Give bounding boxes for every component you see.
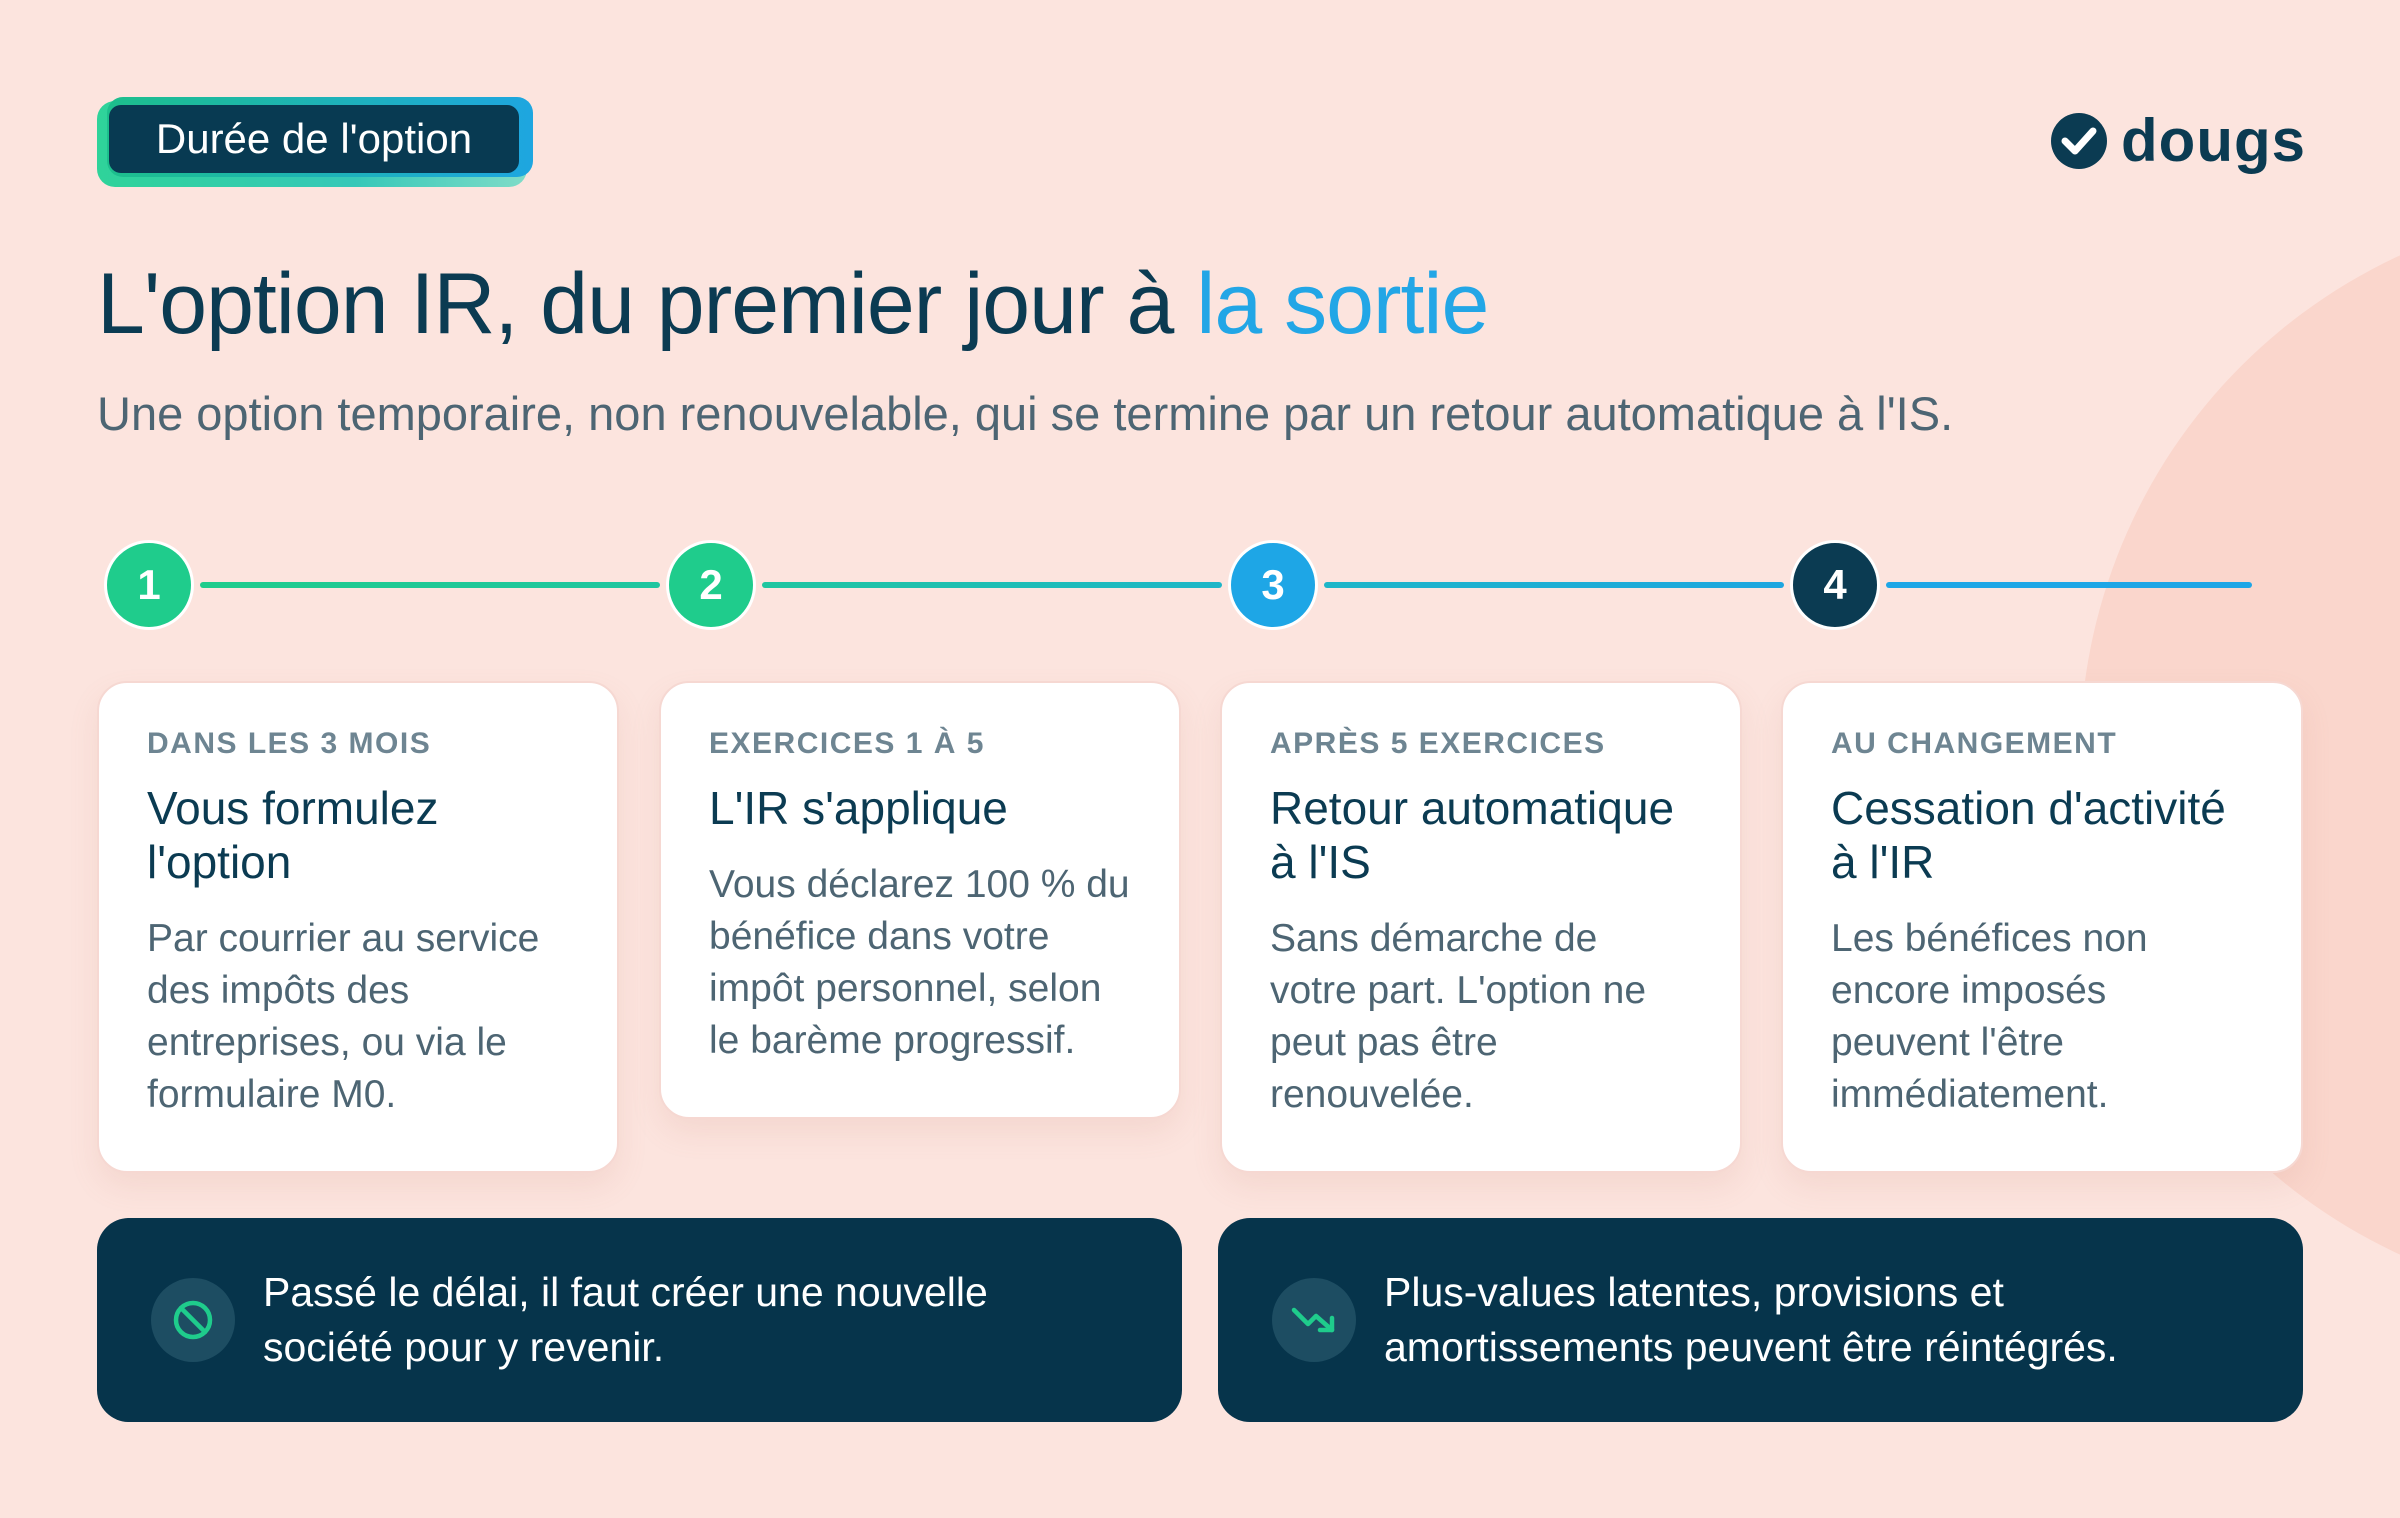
timeline-connector-3 xyxy=(1324,582,1784,588)
card-description: Les bénéfices non encore imposés peuvent l'être immédiatement. xyxy=(1831,917,2148,1116)
card-description: Par courrier au service des impôts des entreprises, ou via le formulaire M0. xyxy=(147,917,540,1116)
timeline-connector-4 xyxy=(1886,582,2252,588)
timeline-step-4: 4 xyxy=(1790,540,1880,630)
timeline-connector-1 xyxy=(200,582,660,588)
note-panel-deadline xyxy=(97,1218,1182,1422)
step-card-4 xyxy=(1781,681,2303,1173)
card-title: Cessation d'activité à l'IR xyxy=(1831,782,2226,888)
card-step-label: APRÈS 5 EXERCICES xyxy=(1270,727,1606,760)
card-step-label: DANS LES 3 MOIS xyxy=(147,727,432,760)
check-logo-icon xyxy=(2051,113,2107,169)
title-main: L'option IR, du premier jour à xyxy=(97,256,1197,352)
timeline-step-2: 2 xyxy=(666,540,756,630)
note-text: Passé le délai, il faut créer une nouvelle société pour y revenir. xyxy=(263,1269,988,1370)
note-panel-reintegration xyxy=(1218,1218,2303,1422)
section-badge-label: Durée de l'option xyxy=(109,105,519,173)
trend-down-icon xyxy=(1272,1278,1356,1362)
timeline-connector-2 xyxy=(762,582,1222,588)
step-card-2 xyxy=(659,681,1181,1119)
timeline-step-1: 1 xyxy=(104,540,194,630)
card-description: Sans démarche de votre part. L'option ne peut pas être renouvelée. xyxy=(1270,917,1647,1116)
timeline xyxy=(0,540,2400,640)
card-title: Vous formulez l'option xyxy=(147,782,439,888)
title-accent: la sortie xyxy=(1196,256,1489,352)
brand-logo xyxy=(2051,106,2306,175)
brand-name: dougs xyxy=(2121,107,2306,174)
page-subtitle: Une option temporaire, non renouvelable, qui se termine par un retour automatique à l'IS. xyxy=(97,387,1954,440)
card-title: L'IR s'applique xyxy=(709,782,1008,834)
step-card-3 xyxy=(1220,681,1742,1173)
card-step-label: AU CHANGEMENT xyxy=(1831,727,2118,760)
card-description: Vous déclarez 100 % du bénéfice dans votre impôt personnel, selon le barème progressif. xyxy=(709,863,1130,1062)
step-card-1 xyxy=(97,681,619,1173)
section-badge xyxy=(97,97,533,187)
card-step-label: EXERCICES 1 À 5 xyxy=(709,727,985,760)
page-title xyxy=(97,255,1488,354)
card-title: Retour automatique à l'IS xyxy=(1270,782,1675,888)
timeline-step-3: 3 xyxy=(1228,540,1318,630)
prohibited-icon xyxy=(151,1278,235,1362)
note-text: Plus-values latentes, provisions et amortissements peuvent être réintégrés. xyxy=(1384,1269,2118,1370)
